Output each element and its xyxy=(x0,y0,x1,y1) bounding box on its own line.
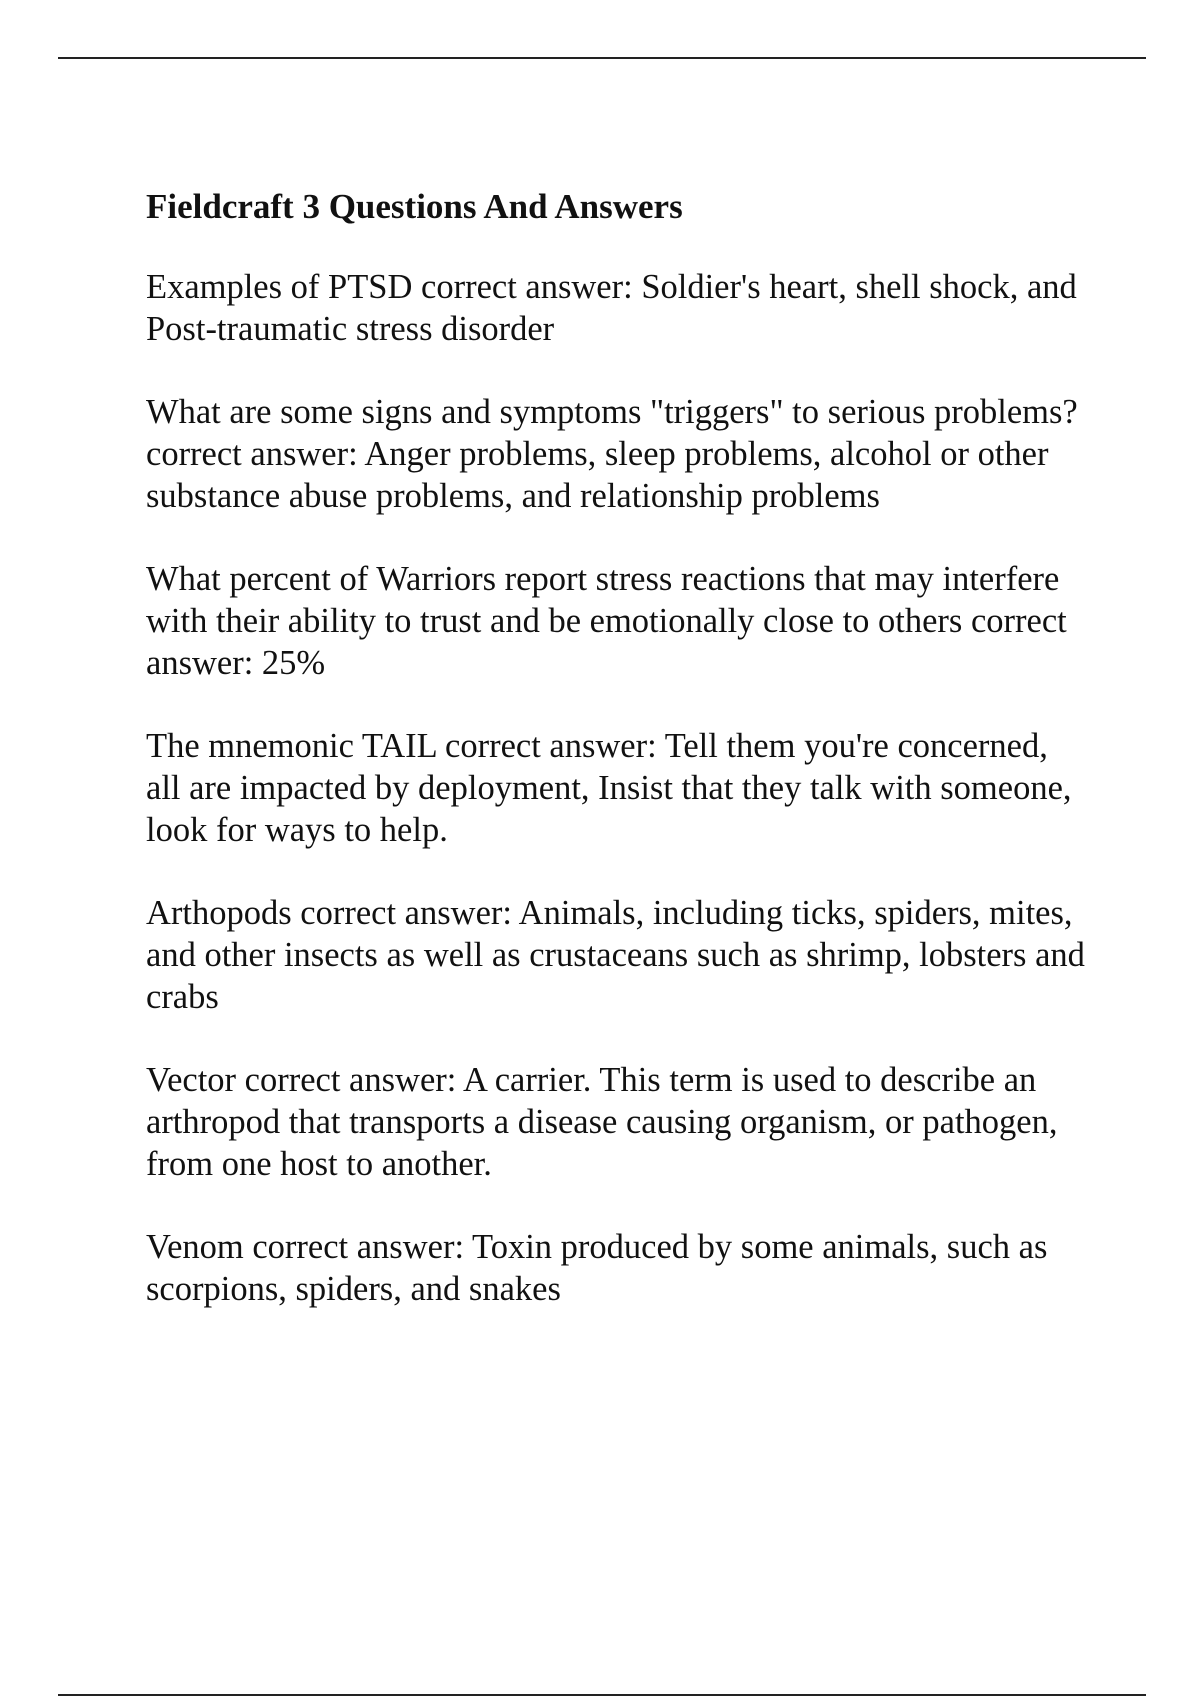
qa-item: What are some signs and symptoms "triggers" to serious problems? correct answer: Anger problems, sleep problems, alcohol or other substance abuse problems, and relationship problems xyxy=(146,393,1078,515)
qa-item: Examples of PTSD correct answer: Soldier's heart, shell shock, and Post-traumatic stress disorder xyxy=(146,268,1077,348)
footer-rule xyxy=(58,1694,1146,1696)
qa-item: Arthopods correct answer: Animals, including ticks, spiders, mites, and other insects as well as crustaceans such as shrimp, lobsters and crabs xyxy=(146,894,1085,1016)
document-body xyxy=(146,186,1086,1351)
header-rule xyxy=(58,57,1146,59)
qa-item: The mnemonic TAIL correct answer: Tell them you're concerned, all are impacted by deployment, Insist that they talk with someone, look for ways to help. xyxy=(146,727,1072,849)
qa-item: Vector correct answer: A carrier. This term is used to describe an arthropod that transports a disease causing organism, or pathogen, from one host to another. xyxy=(146,1061,1058,1183)
document-title: Fieldcraft 3 Questions And Answers xyxy=(146,187,683,226)
qa-item: Venom correct answer: Toxin produced by some animals, such as scorpions, spiders, and snakes xyxy=(146,1228,1048,1308)
qa-item: What percent of Warriors report stress reactions that may interfere with their ability to trust and be emotionally close to others correct answer: 25% xyxy=(146,560,1067,682)
